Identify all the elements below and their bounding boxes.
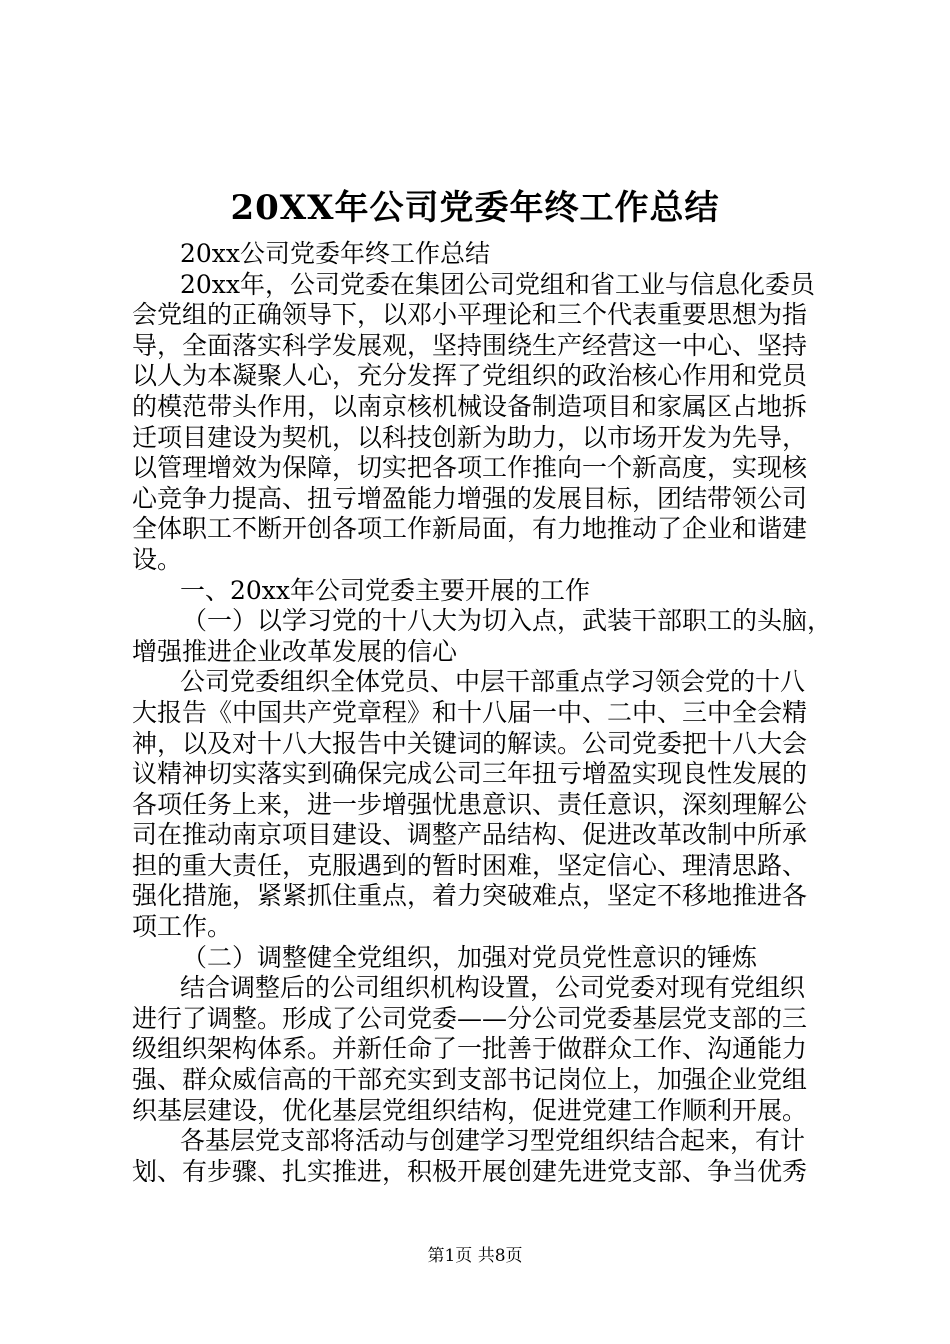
paragraph-line: 强化措施，紧紧抓住重点，着力突破难点，坚定不移地推进各 [132, 881, 808, 911]
subsection-heading: （一）以学习党的十八大为切入点，武装干部职工的头脑， [182, 606, 833, 636]
paragraph-line: 结合调整后的公司组织机构设置，公司党委对现有党组织 [180, 973, 806, 1003]
section-heading: 一、20xx年公司党委主要开展的工作 [180, 575, 591, 605]
document-body [132, 239, 832, 1187]
paragraph-line: 各基层党支部将活动与创建学习型党组织结合起来，有计 [180, 1126, 806, 1156]
paragraph-line: 以人为本凝聚人心，充分发挥了党组织的政治核心作用和党员 [132, 361, 808, 391]
paragraph-line: 司在推动南京项目建设、调整产品结构、促进改革改制中所承 [132, 820, 808, 850]
paragraph-line: 20xx年，公司党委在集团公司党组和省工业与信息化委员 [180, 269, 816, 299]
paragraph-line: 各项任务上来，进一步增强忧患意识、责任意识，深刻理解公 [132, 789, 808, 819]
paragraph-line: 级组织架构体系。并新任命了一批善于做群众工作、沟通能力 [132, 1034, 808, 1064]
paragraph-line: 项工作。 [132, 912, 233, 942]
paragraph-line: 担的重大责任，克服遇到的暂时困难，坚定信心、理清思路、 [132, 850, 808, 880]
paragraph-line: 议精神切实落实到确保完成公司三年扭亏增盈实现良性发展的 [132, 759, 808, 789]
paragraph-line: 神，以及对十八大报告中关键词的解读。公司党委把十八大会 [132, 728, 808, 758]
paragraph-line: 导，全面落实科学发展观，坚持围绕生产经营这一中心、坚持 [132, 330, 808, 360]
paragraph-line: 会党组的正确领导下，以邓小平理论和三个代表重要思想为指 [132, 300, 808, 330]
subtitle-line: 20xx公司党委年终工作总结 [180, 239, 491, 268]
paragraph-line: 设。 [132, 544, 183, 574]
paragraph-line: 织基层建设，优化基层党组织结构，促进党建工作顺利开展。 [132, 1095, 808, 1125]
paragraph-line: 迁项目建设为契机，以科技创新为助力，以市场开发为先导， [132, 422, 808, 452]
paragraph-line: 以管理增效为保障，切实把各项工作推向一个新高度，实现核 [132, 453, 808, 483]
paragraph-line: 心竞争力提高、扭亏增盈能力增强的发展目标，团结带领公司 [132, 483, 808, 513]
page-number-footer: 第1页 共8页 [427, 1246, 523, 1266]
document-title: 20XX年公司党委年终工作总结 [230, 188, 720, 228]
paragraph-line: 公司党委组织全体党员、中层干部重点学习领会党的十八 [180, 667, 806, 697]
paragraph-line: 大报告《中国共产党章程》和十八届一中、二中、三中全会精 [132, 697, 808, 727]
paragraph-line: 的模范带头作用，以南京核机械设备制造项目和家属区占地拆 [132, 391, 808, 421]
paragraph-line: 全体职工不断开创各项工作新局面，有力地推动了企业和谐建 [132, 514, 808, 544]
paragraph-line: 强、群众威信高的干部充实到支部书记岗位上，加强企业党组 [132, 1065, 808, 1095]
subsection-heading-cont: 增强推进企业改革发展的信心 [132, 636, 458, 666]
paragraph-line: 划、有步骤、扎实推进，积极开展创建先进党支部、争当优秀 [132, 1156, 808, 1186]
paragraph-line: 进行了调整。形成了公司党委——分公司党委基层党支部的三 [132, 1003, 808, 1033]
subsection-heading: （二）调整健全党组织，加强对党员党性意识的锤炼 [182, 942, 758, 972]
